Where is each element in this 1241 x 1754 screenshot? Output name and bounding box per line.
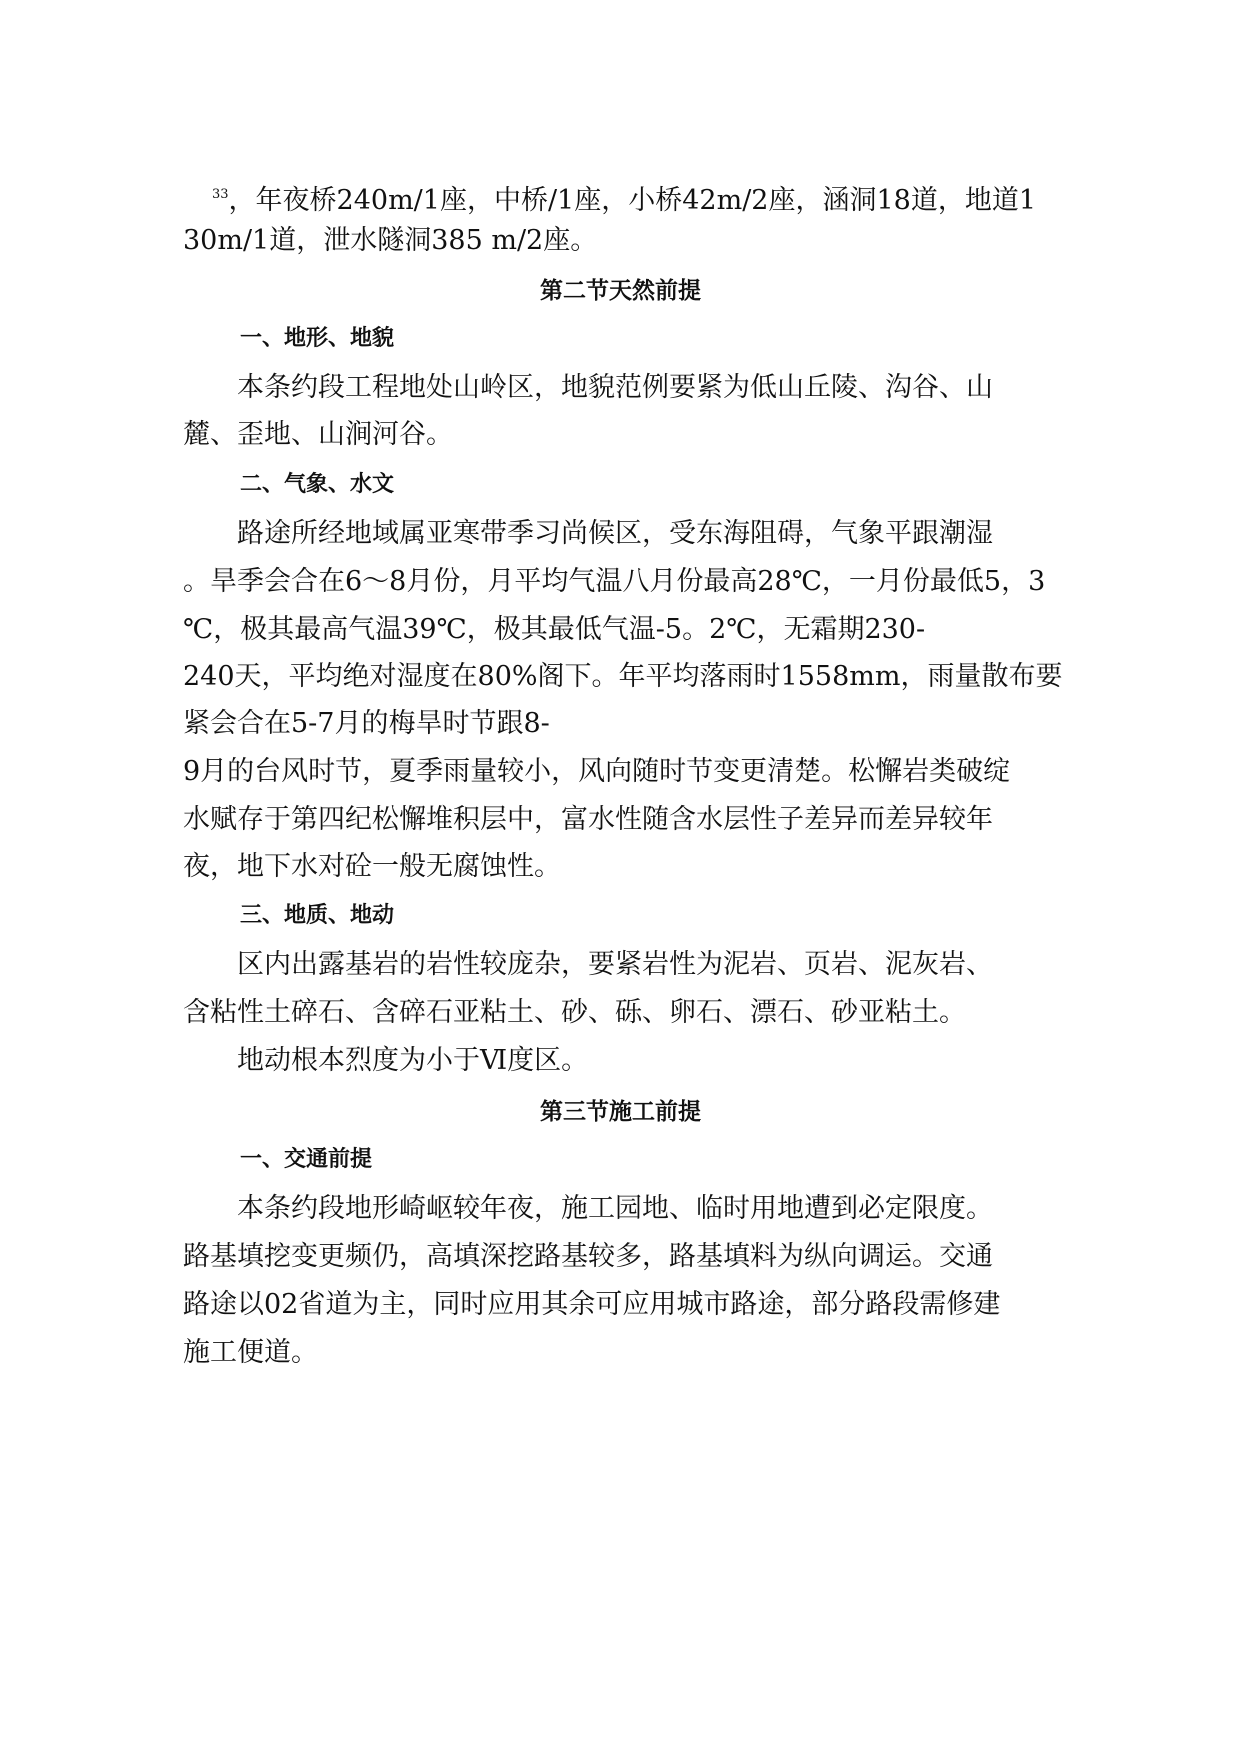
- paragraph-line: 本条约段工程地处山岭区，地貌范例要紧为低山丘陵、沟谷、山: [237, 372, 993, 403]
- intro-line-2: 30m/1道，泄水隧洞385 m/2座。: [183, 225, 598, 256]
- paragraph-line: 路途以02省道为主，同时应用其余可应用城市路途，部分路段需修建: [183, 1289, 1001, 1320]
- intro-line-1: $^{33}$，年夜桥240m/1座，中桥/1座，小桥42m/2座，涵洞18道，地道1: [212, 185, 1037, 216]
- paragraph-line: ℃，极其最高气温39℃，极其最低气温-5。2℃，无霜期230-: [183, 614, 926, 645]
- paragraph-line: 本条约段地形崎岖较年夜，施工园地、临时用地遭到必定限度。: [237, 1193, 993, 1224]
- paragraph-line: 麓、歪地、山涧河谷。: [183, 419, 453, 450]
- footnote-marker: 33: [212, 187, 229, 202]
- paragraph-line: 水赋存于第四纪松懈堆积层中，富水性随含水层性子差异而差异较年: [183, 804, 993, 835]
- paragraph-line: 区内出露基岩的岩性较庞杂，要紧岩性为泥岩、页岩、泥灰岩、: [237, 949, 993, 980]
- subsection-heading: 三、地质、地动: [240, 903, 395, 928]
- paragraph-line: 地动根本烈度为小于Ⅵ度区。: [237, 1045, 589, 1076]
- subsection-heading: 一、地形、地貌: [240, 326, 395, 351]
- section-heading: 第三节施工前提: [540, 1099, 701, 1125]
- paragraph-line: 路途所经地域属亚寒带季习尚候区，受东海阻碍，气象平跟潮湿: [237, 518, 993, 549]
- subsection-heading: 一、交通前提: [240, 1147, 373, 1172]
- paragraph-line: 夜，地下水对砼一般无腐蚀性。: [183, 851, 561, 882]
- paragraph-line: 含粘性土碎石、含碎石亚粘土、砂、砾、卵石、漂石、砂亚粘土。: [183, 997, 966, 1028]
- paragraph-line: 240天，平均绝对湿度在80%阁下。年平均落雨时1558mm，雨量散布要: [183, 661, 1063, 692]
- subsection-heading: 二、气象、水文: [240, 472, 395, 497]
- paragraph-line: 紧会合在5-7月的梅旱时节跟8-: [183, 708, 550, 739]
- section-heading: 第二节天然前提: [540, 278, 701, 304]
- paragraph-line: 。旱季会合在6～8月份，月平均气温八月份最高28℃，一月份最低5，3: [183, 566, 1046, 597]
- paragraph-line: 9月的台风时节，夏季雨量较小，风向随时节变更清楚。松懈岩类破绽: [183, 756, 1011, 787]
- paragraph-line: 路基填挖变更频仍，高填深挖路基较多，路基填料为纵向调运。交通: [183, 1241, 993, 1272]
- paragraph-line: 施工便道。: [183, 1337, 318, 1368]
